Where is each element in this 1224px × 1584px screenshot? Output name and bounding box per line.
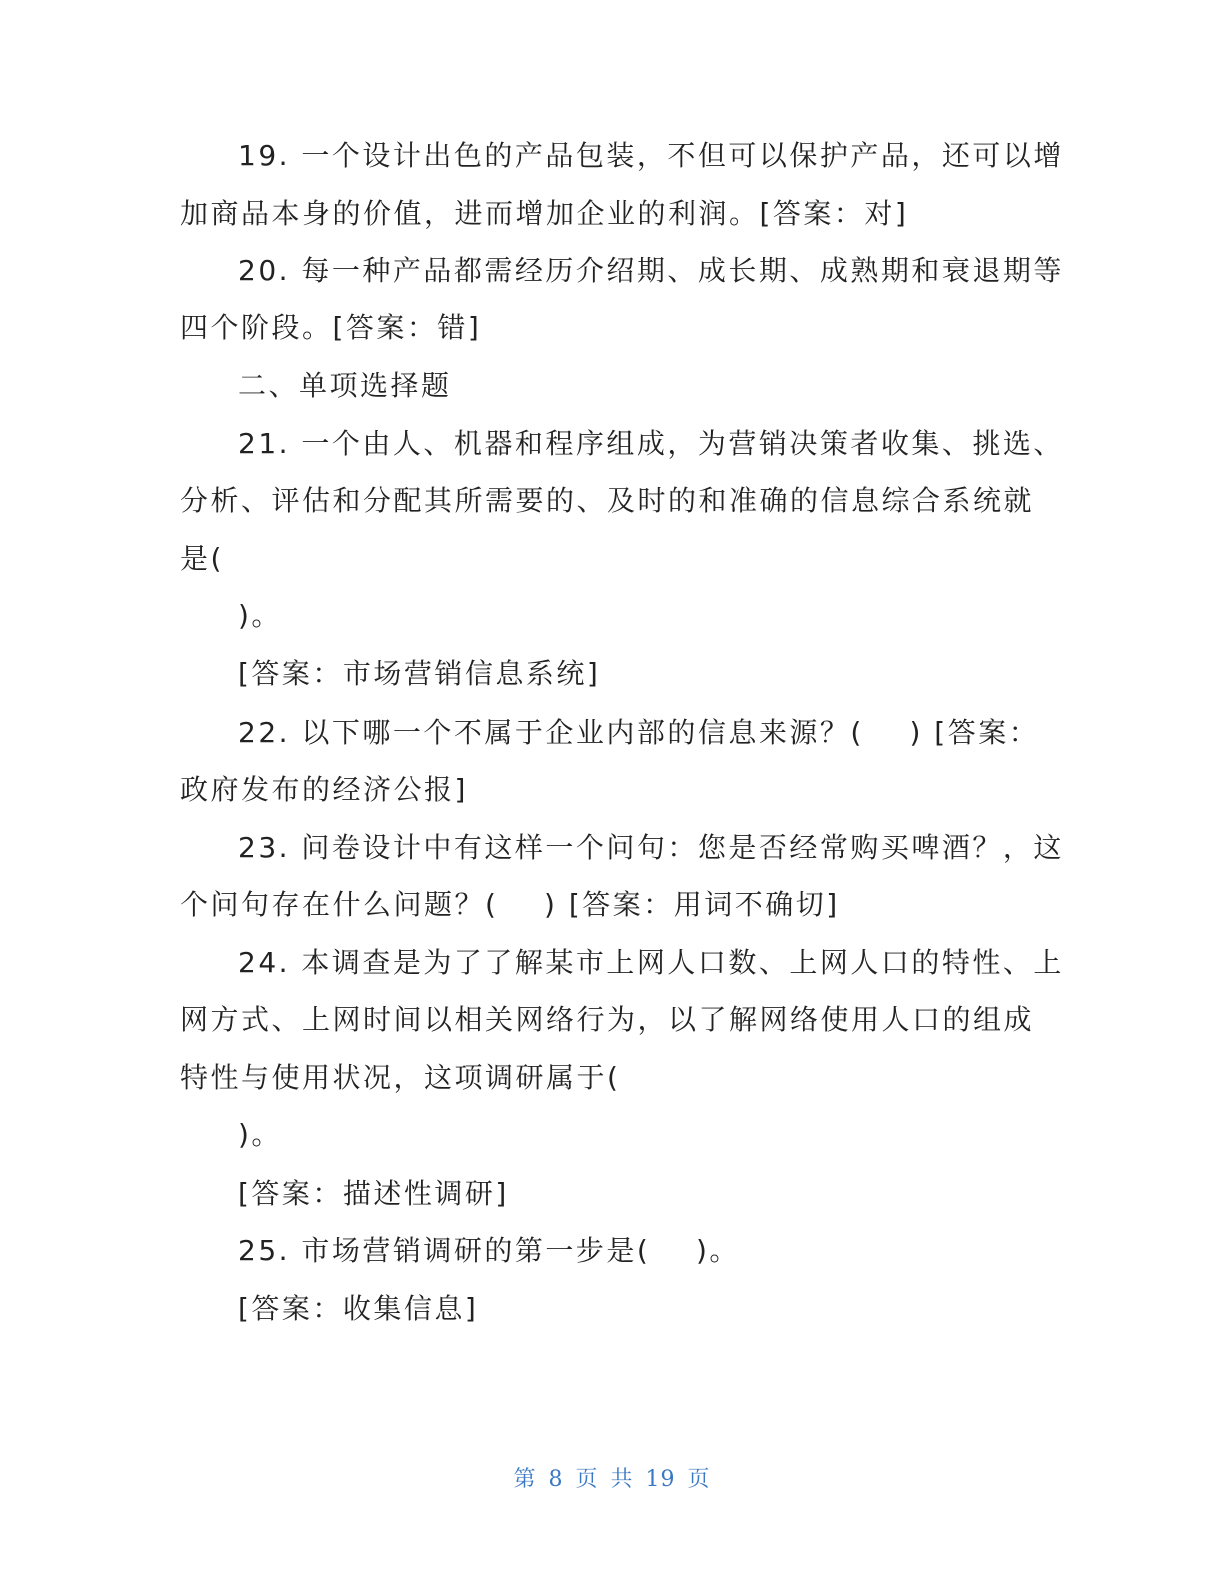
q22-line-1: 22. 以下哪一个不属于企业内部的信息来源？( ) [答案： xyxy=(238,716,1040,749)
q21-line-4: )。 xyxy=(238,599,282,632)
q19-line-1: 19. 一个设计出色的产品包装，不但可以保护产品，还可以增 xyxy=(238,139,1064,172)
q21-line-3: 是( xyxy=(180,542,224,575)
q21-line-2: 分析、评估和分配其所需要的、及时的和准确的信息综合系统就 xyxy=(180,484,1035,517)
q19-line-2: 加商品本身的价值，进而增加企业的利润。[答案：对] xyxy=(180,197,909,230)
q23-line-1: 23. 问卷设计中有这样一个问句：您是否经常购买啤酒？，这 xyxy=(238,831,1064,864)
footer-total-label: 共 xyxy=(610,1467,634,1492)
footer-page-unit: 页 xyxy=(575,1467,599,1492)
q20-line-1: 20. 每一种产品都需经历介绍期、成长期、成熟期和衰退期等 xyxy=(238,254,1064,287)
footer-page-label: 第 xyxy=(513,1467,537,1492)
q21-answer: [答案：市场营销信息系统] xyxy=(238,657,601,690)
q22-line-2: 政府发布的经济公报] xyxy=(180,773,468,806)
q24-line-1: 24. 本调查是为了了解某市上网人口数、上网人口的特性、上 xyxy=(238,946,1064,979)
section-heading: 二、单项选择题 xyxy=(238,369,452,402)
q24-line-2: 网方式、上网时间以相关网络行为，以了解网络使用人口的组成 xyxy=(180,1003,1035,1036)
footer-current-page: 8 xyxy=(548,1467,564,1492)
q24-line-3: 特性与使用状况，这项调研属于( xyxy=(180,1061,621,1094)
q23-line-2: 个问句存在什么问题？( ) [答案：用词不确切] xyxy=(180,888,840,921)
footer-total-pages: 19 xyxy=(645,1467,676,1492)
footer-total-unit: 页 xyxy=(687,1467,711,1492)
q21-line-1: 21. 一个由人、机器和程序组成，为营销决策者收集、挑选、 xyxy=(238,427,1064,460)
page-footer xyxy=(0,1464,1224,1496)
q24-answer: [答案：描述性调研] xyxy=(238,1177,509,1210)
q25-answer: [答案：收集信息] xyxy=(238,1292,479,1325)
q25-line-1: 25. 市场营销调研的第一步是( )。 xyxy=(238,1234,740,1267)
q20-line-2: 四个阶段。[答案：错] xyxy=(180,311,482,344)
q24-line-4: )。 xyxy=(238,1118,282,1151)
